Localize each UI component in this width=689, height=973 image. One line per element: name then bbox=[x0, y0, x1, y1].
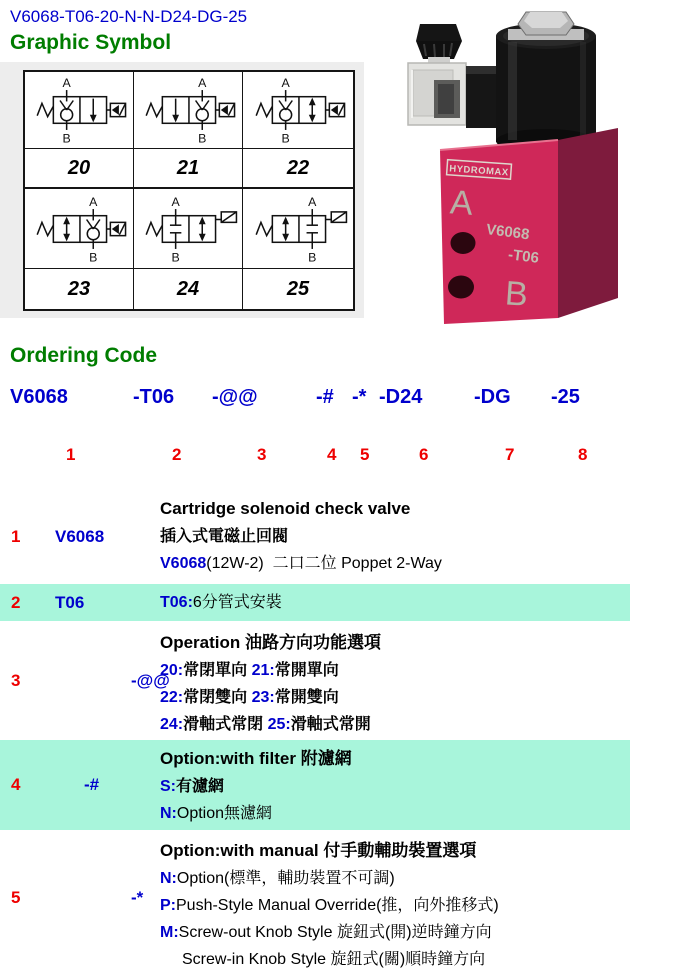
spec-row bbox=[0, 584, 630, 621]
spec-row-description bbox=[160, 495, 626, 577]
product-photo bbox=[390, 0, 689, 330]
spec-row-code: T06 bbox=[55, 592, 85, 612]
spec-line bbox=[160, 684, 626, 711]
din-connector bbox=[408, 63, 466, 125]
valve-symbol-24-icon bbox=[135, 191, 241, 267]
spec-text-segment: N: bbox=[160, 805, 177, 822]
brand-text: HYDROMAX bbox=[448, 163, 509, 179]
spec-line bbox=[160, 523, 626, 550]
cable-gland bbox=[416, 24, 462, 65]
spec-row-code: V6068 bbox=[55, 526, 105, 546]
svg-text:B: B bbox=[198, 131, 207, 146]
valve-symbol-cell bbox=[134, 189, 243, 269]
port-b-label: B bbox=[503, 274, 530, 314]
spec-line bbox=[160, 550, 626, 577]
spec-line bbox=[160, 589, 626, 616]
ordering-code-heading: Ordering Code bbox=[10, 344, 158, 367]
spec-row-description bbox=[160, 589, 626, 616]
ordering-code-part: -D24 bbox=[379, 386, 423, 408]
svg-text:B: B bbox=[62, 131, 71, 146]
spec-text-segment: (12W-2) 二口二位 Poppet 2-Way bbox=[206, 555, 442, 572]
spec-text-segment: 插入式電磁止回閥 bbox=[160, 528, 289, 545]
ordering-code-part: -T06 bbox=[133, 386, 175, 408]
valve-symbol-number: 25 bbox=[243, 269, 353, 309]
spec-text-segment: S: bbox=[160, 778, 176, 795]
spec-text-segment: 常開雙向 bbox=[274, 689, 339, 706]
valve-symbol-number: 22 bbox=[243, 149, 353, 189]
ordering-code-position-number: 5 bbox=[360, 445, 370, 464]
spec-text-segment: 20: bbox=[160, 662, 184, 679]
ordering-code-position-number: 7 bbox=[505, 445, 515, 464]
spec-text-segment: 常閉單向 bbox=[183, 662, 252, 679]
spec-text-segment: 6分管式安裝 bbox=[192, 594, 282, 611]
valve-symbol-cell bbox=[25, 189, 134, 269]
svg-text:A: A bbox=[89, 194, 98, 209]
graphic-symbol-heading: Graphic Symbol bbox=[10, 31, 172, 54]
ordering-code-position-number: 6 bbox=[419, 445, 429, 464]
spec-row bbox=[0, 624, 630, 737]
spec-text-segment: Option:with manual bbox=[160, 841, 324, 860]
valve-symbol-22-icon bbox=[245, 72, 351, 148]
valve-symbol-cell bbox=[134, 72, 243, 149]
svg-text:B: B bbox=[308, 249, 317, 264]
spec-row-number: 5 bbox=[11, 888, 21, 907]
svg-text:B: B bbox=[281, 131, 290, 146]
svg-text:A: A bbox=[198, 76, 207, 91]
spec-text-segment: T06: bbox=[160, 594, 193, 611]
ordering-code-position-number: 1 bbox=[66, 445, 76, 464]
spec-row-description bbox=[160, 745, 626, 827]
model-text-line2: -T06 bbox=[507, 246, 540, 267]
spec-line bbox=[160, 745, 626, 773]
spec-line bbox=[160, 837, 626, 865]
valve-symbol-25-icon bbox=[245, 191, 351, 267]
spec-text-segment: Operation bbox=[160, 633, 246, 652]
spec-text-segment: M: bbox=[160, 924, 179, 941]
model-text-line1: V6068 bbox=[485, 221, 531, 244]
spec-row-number: 3 bbox=[11, 670, 21, 690]
spec-text-segment: 油路方向功能選項 bbox=[245, 633, 382, 652]
ordering-code-position-number: 2 bbox=[172, 445, 182, 464]
spec-text-segment: 付手動輔助裝置選項 bbox=[323, 841, 477, 860]
spec-text-segment: 常閉雙向 bbox=[183, 689, 252, 706]
ordering-code-part: -* bbox=[352, 386, 367, 408]
spec-text-segment: Option:with filter bbox=[160, 749, 301, 768]
svg-text:B: B bbox=[171, 249, 180, 264]
spec-row-number: 4 bbox=[11, 775, 21, 794]
graphic-symbol-panel bbox=[0, 62, 364, 318]
spec-row-code: -# bbox=[84, 775, 100, 794]
spec-line bbox=[160, 800, 626, 827]
spec-row-description bbox=[160, 629, 626, 738]
svg-text:A: A bbox=[171, 194, 180, 209]
ordering-code-position-number: 8 bbox=[578, 445, 588, 464]
spec-row-number: 2 bbox=[11, 592, 21, 612]
ordering-code-position-number: 4 bbox=[327, 445, 337, 464]
spec-row-code: -* bbox=[131, 888, 144, 907]
valve-symbol-cell bbox=[25, 72, 134, 149]
solenoid-coil bbox=[496, 12, 596, 153]
valve-symbol-table bbox=[23, 70, 355, 311]
valve-symbol-20-icon bbox=[26, 72, 132, 148]
spec-text-segment: 常開單向 bbox=[274, 662, 339, 679]
valve-symbol-number: 24 bbox=[134, 269, 243, 309]
spec-line bbox=[160, 495, 626, 523]
spec-text-segment: 23: bbox=[251, 689, 275, 706]
ordering-code-part: -@@ bbox=[212, 386, 258, 408]
spec-text-segment: 25: bbox=[267, 716, 291, 733]
spec-text-segment: 21: bbox=[251, 662, 275, 679]
port-hole-lower bbox=[448, 276, 474, 299]
spec-line bbox=[160, 865, 626, 892]
spec-row-number: 1 bbox=[11, 526, 21, 546]
ordering-code-position-number: 3 bbox=[257, 445, 267, 464]
svg-text:A: A bbox=[62, 76, 71, 91]
valve-symbol-number: 21 bbox=[134, 149, 243, 189]
spec-text-segment: 24: bbox=[160, 716, 184, 733]
valve-symbol-23-icon bbox=[26, 191, 132, 267]
spec-line bbox=[160, 629, 626, 657]
spec-text-segment: P: bbox=[160, 897, 176, 914]
valve-product-illustration bbox=[390, 0, 689, 330]
spec-text-segment: V6068 bbox=[160, 555, 207, 572]
spec-row-code: -@@ bbox=[131, 670, 170, 690]
spec-row bbox=[0, 490, 630, 583]
spec-text-segment: N: bbox=[160, 870, 177, 887]
ordering-code-part: -DG bbox=[474, 386, 511, 408]
port-a-label: A bbox=[448, 183, 475, 223]
ordering-code-part: V6068 bbox=[10, 386, 68, 408]
page-title: V6068-T06-20-N-N-D24-DG-25 bbox=[10, 7, 248, 26]
valve-symbol-number: 23 bbox=[25, 269, 134, 309]
spec-line bbox=[160, 946, 626, 973]
svg-text:B: B bbox=[89, 249, 98, 264]
spec-line bbox=[160, 711, 626, 738]
spec-row bbox=[0, 740, 630, 830]
svg-text:A: A bbox=[308, 194, 317, 209]
port-hole-upper bbox=[451, 232, 476, 254]
spec-row bbox=[0, 832, 630, 968]
spec-line bbox=[160, 892, 626, 919]
spec-line bbox=[160, 657, 626, 684]
spec-text-segment: 有濾網 bbox=[176, 778, 225, 795]
spec-row-description bbox=[160, 837, 626, 973]
spec-text-segment: Cartridge solenoid check valve bbox=[160, 499, 411, 518]
svg-text:A: A bbox=[281, 76, 290, 91]
spec-line bbox=[160, 773, 626, 800]
spec-text-segment: Option(標準，輔助裝置不可調) bbox=[176, 870, 395, 887]
valve-block-side bbox=[558, 128, 618, 318]
spec-text-segment: 滑軸式常閉 bbox=[183, 716, 268, 733]
valve-symbol-number: 20 bbox=[25, 149, 134, 189]
spec-text-segment: Push-Style Manual Override(推，向外推移式) bbox=[176, 897, 499, 914]
spec-text-segment: Option無濾網 bbox=[176, 805, 273, 822]
spec-text-segment: Screw-in Knob Style 旋鈕式(關)順時鐘方向 bbox=[182, 951, 486, 968]
ordering-code-part: -25 bbox=[551, 386, 580, 408]
spec-text-segment: 22: bbox=[160, 689, 184, 706]
valve-symbol-21-icon bbox=[135, 72, 241, 148]
spec-text-segment: 滑軸式常開 bbox=[290, 716, 371, 733]
spec-text-segment: Screw-out Knob Style 旋鈕式(開)逆時鐘方向 bbox=[178, 924, 492, 941]
valve-symbol-cell bbox=[243, 72, 353, 149]
spec-text-segment: 附濾網 bbox=[300, 749, 352, 768]
valve-symbol-cell bbox=[243, 189, 353, 269]
ordering-code-part: -# bbox=[316, 386, 334, 408]
spec-line bbox=[160, 919, 626, 946]
